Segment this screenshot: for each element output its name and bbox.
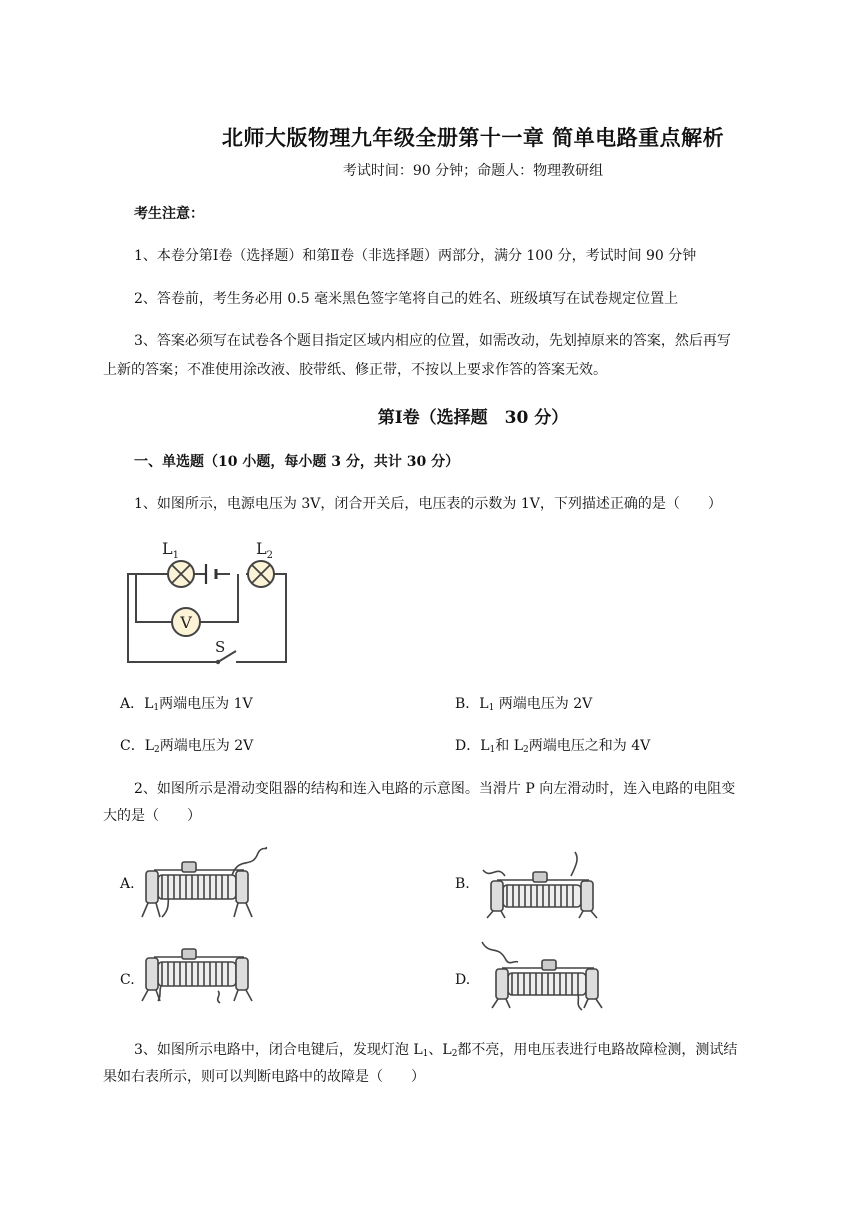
switch-label: S xyxy=(215,638,226,656)
lamp-l1-icon xyxy=(168,561,194,587)
notice-item-3: 3、答案必须写在试卷各个题目指定区域内相应的位置，如需改动，先划掉原来的答案，然后再写 xyxy=(134,333,731,349)
q2-option-c-label[interactable]: C. xyxy=(120,972,135,988)
lamp-l2-icon xyxy=(248,561,274,587)
q2-option-a-label[interactable]: A. xyxy=(120,876,135,892)
q2-stem-line2: 大的是（ ） xyxy=(103,808,201,824)
switch-contact xyxy=(216,660,220,664)
q1-option-c[interactable]: C．$L_2$两端电压为 2V xyxy=(120,738,254,755)
notice-item-1: 1、本卷分第Ⅰ卷（选择题）和第Ⅱ卷（非选择题）两部分，满分 100 分，考试时间 90 分钟 xyxy=(134,248,697,264)
part-heading: 一、单选题（10 小题，每小题 3 分，共计 30 分） xyxy=(134,454,460,470)
q2-stem-line1: 2、如图所示是滑动变阻器的结构和连入电路的示意图。当滑片 P 向左滑动时，连入电路的电阻变 xyxy=(134,781,736,797)
q1-option-d[interactable]: D．$L_1$和 $L_2$两端电压之和为 4V xyxy=(455,738,651,755)
q2-option-b-label[interactable]: B. xyxy=(455,876,470,892)
q2-rheostat-c-icon[interactable] xyxy=(140,945,270,1005)
q2-rheostat-d-icon[interactable] xyxy=(478,940,608,1015)
voltmeter-icon xyxy=(172,608,200,636)
notice-item-3-cont: 上新的答案；不准使用涂改液、胶带纸、修正带，不按以上要求作答的答案无效。 xyxy=(103,362,607,378)
q3-stem-line1: 3、如图所示电路中，闭合电键后，发现灯泡 $L_1$、$L_2$都不亮，用电压表进行电路故障检测，测试结 xyxy=(134,1042,738,1059)
page-title: 北师大版物理九年级全册第十一章 简单电路重点解析 xyxy=(221,125,725,150)
q2-rheostat-b-icon[interactable] xyxy=(475,850,605,920)
q3-stem-line2: 果如右表所示，则可以判断电路中的故障是（ ） xyxy=(103,1069,425,1085)
q1-circuit-diagram xyxy=(118,534,298,669)
notice-heading: 考生注意： xyxy=(134,206,204,222)
q2-option-d-label[interactable]: D. xyxy=(455,972,471,988)
exam-info: 考试时间：90 分钟；命题人：物理教研组 xyxy=(342,163,604,179)
q1-option-a[interactable]: A．$L_1$两端电压为 1V xyxy=(120,696,253,713)
label-l2: $L_2$ xyxy=(256,539,273,561)
q1-stem: 1、如图所示，电源电压为 3V，闭合开关后，电压表的示数为 1V，下列描述正确的是（ ） xyxy=(134,496,722,512)
q1-option-b[interactable]: B．$L_1$ 两端电压为 2V xyxy=(455,696,593,713)
q2-rheostat-a-icon[interactable] xyxy=(140,845,270,920)
voltmeter-label: V xyxy=(180,613,192,632)
label-l1: $L_1$ xyxy=(162,539,179,561)
section-title: 第Ⅰ卷（选择题 30 分） xyxy=(377,408,569,428)
notice-item-2: 2、答卷前，考生务必用 0.5 毫米黑色签字笔将自己的姓名、班级填写在试卷规定位置上 xyxy=(134,291,679,307)
